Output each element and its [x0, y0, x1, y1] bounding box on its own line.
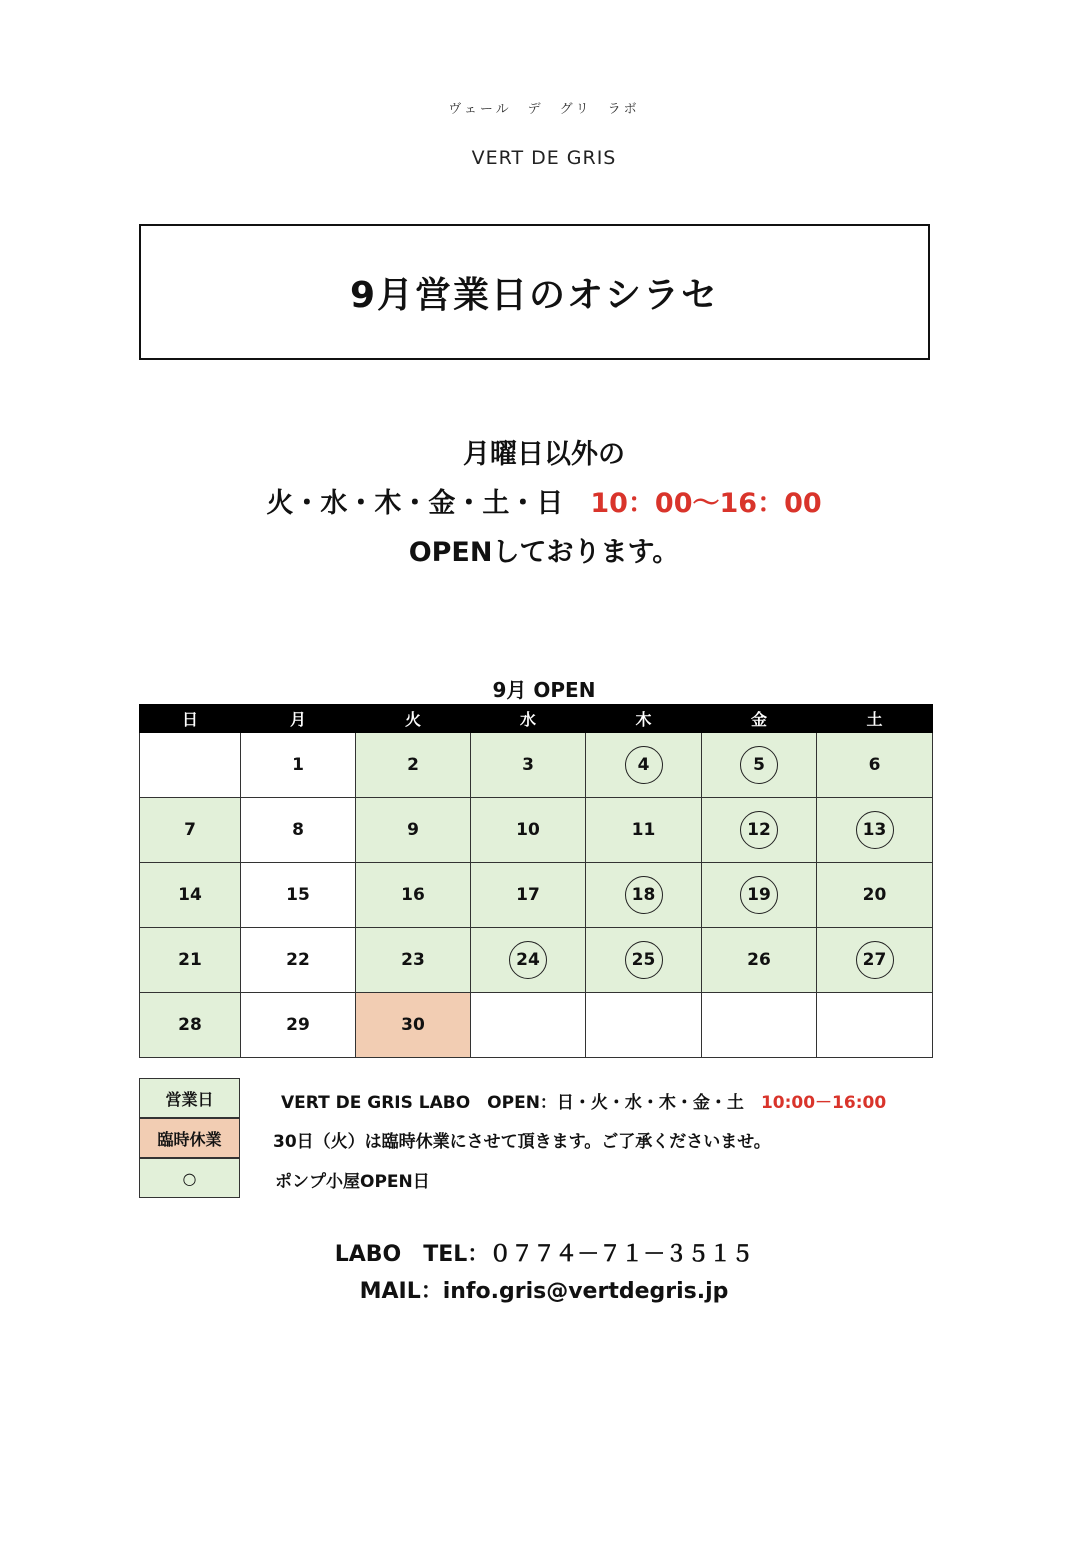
legend-closed-text: 30日（火）は臨時休業にさせて頂きます。ご了承くださいませ。 [273, 1132, 771, 1152]
circled-day-number: 4 [625, 746, 663, 784]
day-cell [140, 863, 241, 928]
day-number: 17 [516, 885, 540, 905]
calendar-header-row [140, 705, 933, 733]
day-cell [586, 863, 702, 928]
day-number: 10 [516, 820, 540, 840]
legend-circle-swatch [139, 1158, 240, 1198]
day-number: 2 [407, 755, 419, 775]
day-number: 22 [286, 950, 310, 970]
day-cell [241, 733, 356, 798]
day-number: 29 [286, 1015, 310, 1035]
legend-open-label: 営業日 [165, 1089, 214, 1109]
day-cell [702, 733, 817, 798]
day-number: 15 [286, 885, 310, 905]
day-cell [356, 928, 471, 993]
calendar-title: 9月 OPEN [492, 678, 596, 702]
day-cell [817, 863, 933, 928]
lead-line-3: OPENしております。 [408, 537, 680, 568]
day-cell [586, 928, 702, 993]
weekday-wed: 水 [471, 705, 586, 733]
day-cell [241, 798, 356, 863]
circled-day-number: 13 [856, 811, 894, 849]
day-number: 30 [401, 1015, 425, 1035]
circled-day-number: 5 [740, 746, 778, 784]
calendar [139, 704, 933, 1058]
calendar-week-row [140, 863, 933, 928]
legend-open-text [281, 1088, 886, 1113]
day-cell [817, 733, 933, 798]
weekday-fri: 金 [702, 705, 817, 733]
legend-open-swatch [139, 1078, 240, 1118]
day-cell [471, 928, 586, 993]
page-title: 9月営業日のオシラセ [349, 274, 720, 316]
day-cell [702, 863, 817, 928]
day-cell [471, 798, 586, 863]
weekday-tue: 火 [356, 705, 471, 733]
contact-mail: MAIL：info.gris@vertdegris.jp [359, 1279, 729, 1304]
day-number: 16 [401, 885, 425, 905]
day-cell [586, 798, 702, 863]
day-number: 7 [184, 820, 196, 840]
empty-day-cell [586, 993, 702, 1058]
legend-open-days: VERT DE GRIS LABO OPEN：日・火・水・木・金・土 [281, 1093, 761, 1113]
day-number: 11 [631, 820, 656, 840]
day-number: 1 [292, 755, 304, 775]
lead-line-1: 月曜日以外の [463, 439, 625, 470]
legend-circle-text: ポンプ小屋OPEN日 [275, 1172, 430, 1192]
circled-day-number: 27 [856, 941, 894, 979]
day-number: 3 [522, 755, 534, 775]
calendar-body [140, 733, 933, 1058]
legend-closed-swatch [139, 1118, 240, 1158]
day-cell [586, 733, 702, 798]
brand-name: VERT DE GRIS [471, 147, 617, 169]
empty-day-cell [471, 993, 586, 1058]
weekday-mon: 月 [241, 705, 356, 733]
day-cell [356, 798, 471, 863]
day-number: 8 [292, 820, 304, 840]
calendar-week-row [140, 928, 933, 993]
open-hours: 10：00～16：00 [590, 488, 822, 519]
weekday-sat: 土 [817, 705, 933, 733]
day-number: 20 [862, 885, 887, 905]
empty-day-cell [817, 993, 933, 1058]
brand-kana: ヴェール デ グリ ラボ [448, 102, 640, 117]
legend-closed-label: 臨時休業 [157, 1129, 222, 1149]
day-number: 9 [407, 820, 419, 840]
day-cell [140, 993, 241, 1058]
circled-day-number: 18 [625, 876, 663, 914]
calendar-week-row [140, 733, 933, 798]
day-number: 6 [868, 755, 881, 775]
lead-line-2 [0, 481, 1088, 520]
empty-day-cell [140, 733, 241, 798]
weekday-sun: 日 [140, 705, 241, 733]
calendar-week-row [140, 798, 933, 863]
day-cell [471, 863, 586, 928]
legend-open-hours: 10:00－16:00 [760, 1093, 887, 1113]
day-cell [140, 928, 241, 993]
day-cell [356, 863, 471, 928]
day-cell [241, 928, 356, 993]
title-box [139, 224, 930, 360]
circled-day-number: 12 [740, 811, 778, 849]
day-number: 14 [178, 885, 202, 905]
day-cell [356, 733, 471, 798]
day-number: 21 [178, 950, 202, 970]
empty-day-cell [702, 993, 817, 1058]
weekday-thu: 木 [586, 705, 702, 733]
open-days: 火・水・木・金・土・日 [266, 488, 591, 519]
day-number: 26 [747, 950, 771, 970]
legend-circle-label: ○ [182, 1168, 197, 1188]
circled-day-number: 24 [509, 941, 547, 979]
day-cell [702, 798, 817, 863]
day-cell [241, 993, 356, 1058]
circled-day-number: 19 [740, 876, 778, 914]
day-cell [140, 798, 241, 863]
calendar-week-row [140, 993, 933, 1058]
day-cell [702, 928, 817, 993]
day-number: 28 [178, 1015, 202, 1035]
day-cell [817, 798, 933, 863]
day-cell [817, 928, 933, 993]
day-cell [356, 993, 471, 1058]
day-number: 23 [401, 950, 425, 970]
contact-tel: LABO TEL：０７７４－７１－３５１５ [334, 1242, 754, 1267]
circled-day-number: 25 [625, 941, 663, 979]
day-cell [471, 733, 586, 798]
day-cell [241, 863, 356, 928]
